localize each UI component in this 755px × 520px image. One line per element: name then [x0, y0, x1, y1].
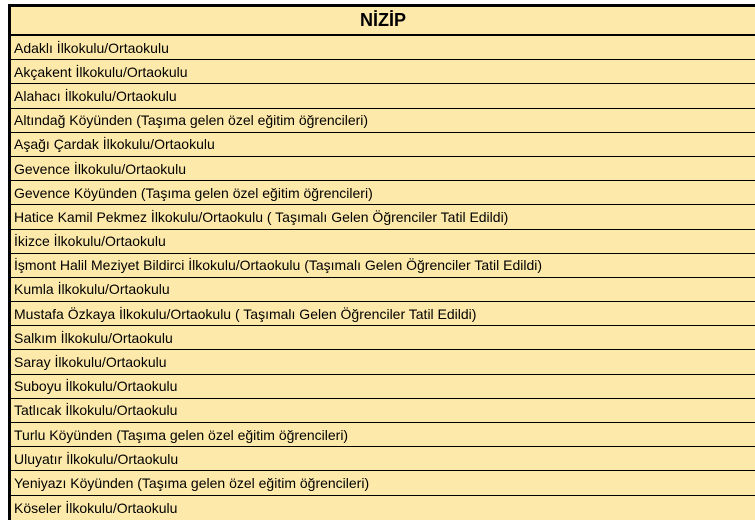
table-row: Akçakent İlkokulu/Ortaokulu — [11, 60, 755, 84]
table-row: Mustafa Özkaya İlkokulu/Ortaokulu ( Taşımalı Gelen Öğrenciler Tatil Edildi) — [11, 302, 755, 326]
table-row: Yeniyazı Köyünden (Taşıma gelen özel eğitim öğrencileri) — [11, 471, 755, 495]
table-row: Hatice Kamil Pekmez İlkokulu/Ortaokulu ( Taşımalı Gelen Öğrenciler Tatil Edildi) — [11, 205, 755, 229]
table-row: Salkım İlkokulu/Ortaokulu — [11, 326, 755, 350]
table-row: Kumla İlkokulu/Ortaokulu — [11, 278, 755, 302]
table-title: NİZİP — [11, 7, 755, 36]
table-row: Gevence İlkokulu/Ortaokulu — [11, 157, 755, 181]
table-row: Gevence Köyünden (Taşıma gelen özel eğitim öğrencileri) — [11, 181, 755, 205]
table-row: Aşağı Çardak İlkokulu/Ortaokulu — [11, 133, 755, 157]
school-rows — [11, 36, 755, 520]
school-list-table — [8, 4, 755, 520]
table-row: Saray İlkokulu/Ortaokulu — [11, 350, 755, 374]
table-row: Adaklı İlkokulu/Ortaokulu — [11, 36, 755, 60]
table-row: Suboyu İlkokulu/Ortaokulu — [11, 375, 755, 399]
table-row: İşmont Halil Meziyet Bildirci İlkokulu/Ortaokulu (Taşımalı Gelen Öğrenciler Tatil Edildi) — [11, 254, 755, 278]
table-row: Turlu Köyünden (Taşıma gelen özel eğitim öğrencileri) — [11, 423, 755, 447]
table-row: Alahacı İlkokulu/Ortaokulu — [11, 84, 755, 108]
table-row: Altındağ Köyünden (Taşıma gelen özel eğitim öğrencileri) — [11, 109, 755, 133]
table-row: Tatlıcak İlkokulu/Ortaokulu — [11, 399, 755, 423]
table-row: Köseler İlkokulu/Ortaokulu — [14, 499, 178, 516]
table-row: Uluyatır İlkokulu/Ortaokulu — [11, 447, 755, 471]
table-row: İkizce İlkokulu/Ortaokulu — [11, 230, 755, 254]
